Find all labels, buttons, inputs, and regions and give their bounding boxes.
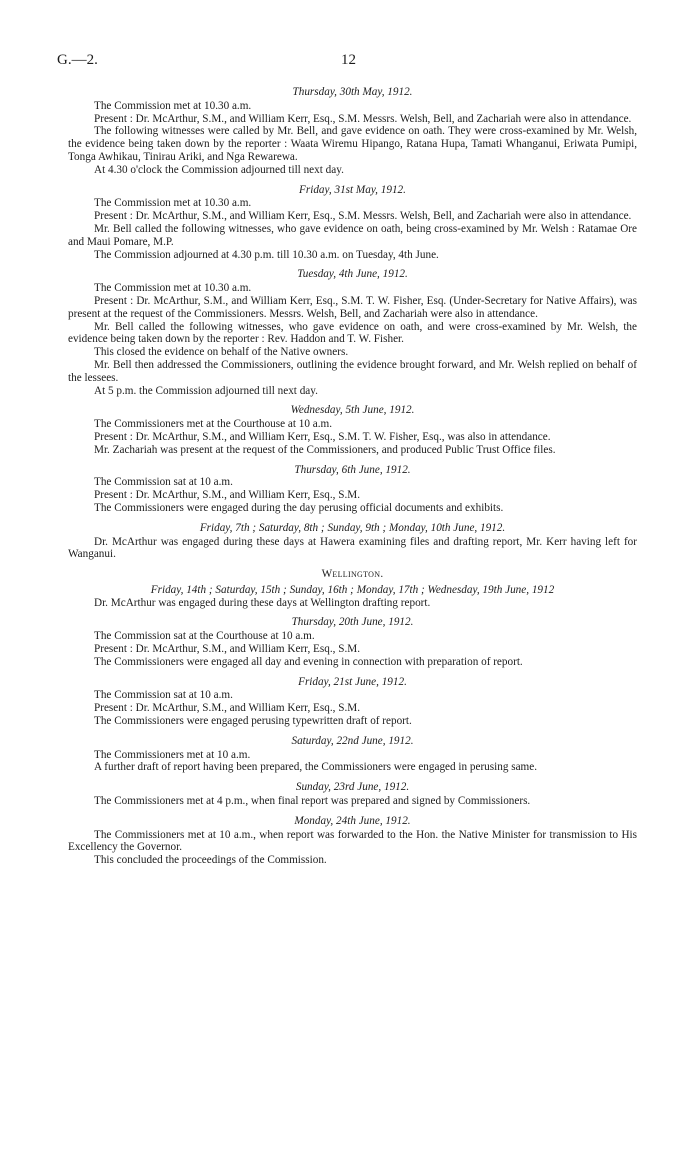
paragraph: The following witnesses were called by Mr. Bell, and gave evidence on oath. They were cross-examined by Mr. Welsh, the evidence being taken down by the reporter : Waata Wiremu Hipango, Ratana Hupa, Tamati Whanganui, Eriwata Pumipi, Tonga Awhikau, Tinirau Ariki, and Nga Rewarewa. — [68, 125, 637, 163]
entry-date: Tuesday, 4th June, 1912. — [297, 268, 408, 281]
paragraph: The Commissioners were engaged all day and evening in connection with preparation of report. — [94, 655, 523, 668]
entry-wellington-14-to-19-june — [68, 568, 637, 609]
entry-monday-24-june — [68, 815, 637, 867]
paragraph: Present : Dr. McArthur, S.M., and William Kerr, Esq., S.M. T. W. Fisher, Esq. (Under-Secretary for Native Affairs), was present at the request of the Commissioners. Messrs. Welsh, Bell, and Zachariah were also in attendance. — [68, 294, 637, 320]
entry-thursday-20-june — [68, 616, 637, 668]
entry-sunday-23-june — [68, 781, 637, 808]
paragraph: The Commissioners met at 10 a.m., when report was forwarded to the Hon. the Native Minister for transmission to His Excellency the Governor. — [68, 828, 637, 854]
entry-date: Thursday, 20th June, 1912. — [291, 616, 414, 629]
place-heading: Wellington. — [321, 568, 384, 581]
paragraph: The Commission sat at the Courthouse at 10 a.m. — [94, 630, 315, 643]
paragraph: This closed the evidence on behalf of the Native owners. — [94, 346, 349, 359]
entry-date: Wednesday, 5th June, 1912. — [290, 404, 415, 417]
page-number: 12 — [341, 52, 356, 68]
entry-date: Friday, 7th ; Saturday, 8th ; Sunday, 9th ; Monday, 10th June, 1912. — [199, 521, 506, 534]
paragraph: This concluded the proceedings of the Commission. — [94, 854, 327, 867]
paragraph: Mr. Bell called the following witnesses, who gave evidence on oath, and were cross-examined by Mr. Welsh, the evidence being taken down by the reporter : Rev. Haddon and T. W. Fisher. — [68, 320, 637, 346]
paragraph: Dr. McArthur was engaged during these days at Wellington drafting report. — [94, 596, 431, 609]
paragraph: A further draft of report having been prepared, the Commissioners were engaged in perusing same. — [94, 761, 538, 774]
paragraph: Present : Dr. McArthur, S.M., and William Kerr, Esq., S.M. — [94, 643, 360, 656]
entry-date: Friday, 21st June, 1912. — [298, 675, 407, 688]
entry-date: Sunday, 23rd June, 1912. — [295, 781, 410, 794]
paragraph: Mr. Zachariah was present at the request of the Commissioners, and produced Public Trust Office files. — [94, 443, 556, 456]
paragraph: The Commission met at 10.30 a.m. — [94, 99, 252, 112]
paragraph: The Commission sat at 10 a.m. — [94, 476, 233, 489]
paragraph: The Commissioners were engaged during the day perusing official documents and exhibits. — [94, 501, 504, 514]
entry-friday-21-june — [68, 676, 637, 728]
paragraph: The Commission adjourned at 4.30 p.m. till 10.30 a.m. on Tuesday, 4th June. — [94, 248, 439, 261]
proceedings-body — [68, 86, 637, 867]
paragraph: The Commission met at 10.30 a.m. — [94, 197, 252, 210]
entry-thursday-30-may — [68, 86, 637, 177]
entry-thursday-6-june — [68, 464, 637, 515]
paragraph: Present : Dr. McArthur, S.M., and William Kerr, Esq., S.M. Messrs. Welsh, Bell, and Zachariah were also in attendance. — [94, 112, 632, 125]
paragraph: At 4.30 o'clock the Commission adjourned till next day. — [94, 163, 344, 176]
entry-date: Monday, 24th June, 1912. — [294, 814, 411, 827]
paragraph: Mr. Bell called the following witnesses, who gave evidence on oath, being cross-examined by Mr. Welsh : Ratamae Ore and Maui Pomare, M.P. — [68, 222, 637, 248]
paragraph: The Commissioners were engaged perusing typewritten draft of report. — [94, 715, 412, 728]
paragraph: The Commission sat at 10 a.m. — [94, 689, 233, 702]
paragraph: Present : Dr. McArthur, S.M., and William Kerr, Esq., S.M. Messrs. Welsh, Bell, and Zachariah were also in attendance. — [94, 210, 632, 223]
entry-saturday-22-june — [68, 735, 637, 774]
page-header — [57, 52, 647, 74]
entry-date: Saturday, 22nd June, 1912. — [291, 734, 414, 747]
paragraph: Mr. Bell then addressed the Commissioners, outlining the evidence brought forward, and Mr. Welsh replied on behalf of the lessees. — [68, 358, 637, 384]
paragraph: At 5 p.m. the Commission adjourned till next day. — [94, 384, 318, 397]
paragraph: The Commissioners met at 4 p.m., when final report was prepared and signed by Commissioners. — [94, 795, 531, 808]
entry-friday-7-to-monday-10-june — [68, 522, 637, 561]
paragraph: Present : Dr. McArthur, S.M., and William Kerr, Esq., S.M. — [94, 702, 360, 715]
paragraph: The Commissioners met at the Courthouse at 10 a.m. — [94, 418, 333, 431]
document-reference: G.—2. — [57, 52, 98, 68]
paragraph: The Commissioners met at 10 a.m. — [94, 748, 251, 761]
paragraph: The Commission met at 10.30 a.m. — [94, 282, 252, 295]
entry-wednesday-5-june — [68, 404, 637, 456]
paragraph: Present : Dr. McArthur, S.M., and William Kerr, Esq., S.M. T. W. Fisher, Esq., was also in attendance. — [94, 430, 551, 443]
entry-date: Thursday, 30th May, 1912. — [292, 86, 413, 98]
entry-friday-31-may — [68, 184, 637, 262]
entry-tuesday-4-june — [68, 268, 637, 397]
paragraph: Present : Dr. McArthur, S.M., and William Kerr, Esq., S.M. — [94, 489, 360, 502]
entry-date: Thursday, 6th June, 1912. — [294, 463, 411, 476]
entry-date: Friday, 14th ; Saturday, 15th ; Sunday, 16th ; Monday, 17th ; Wednesday, 19th June, 1912 — [150, 583, 555, 596]
entry-date: Friday, 31st May, 1912. — [299, 183, 406, 196]
paragraph: Dr. McArthur was engaged during these days at Hawera examining files and drafting report, Mr. Kerr having left for Wanganui. — [68, 535, 637, 561]
